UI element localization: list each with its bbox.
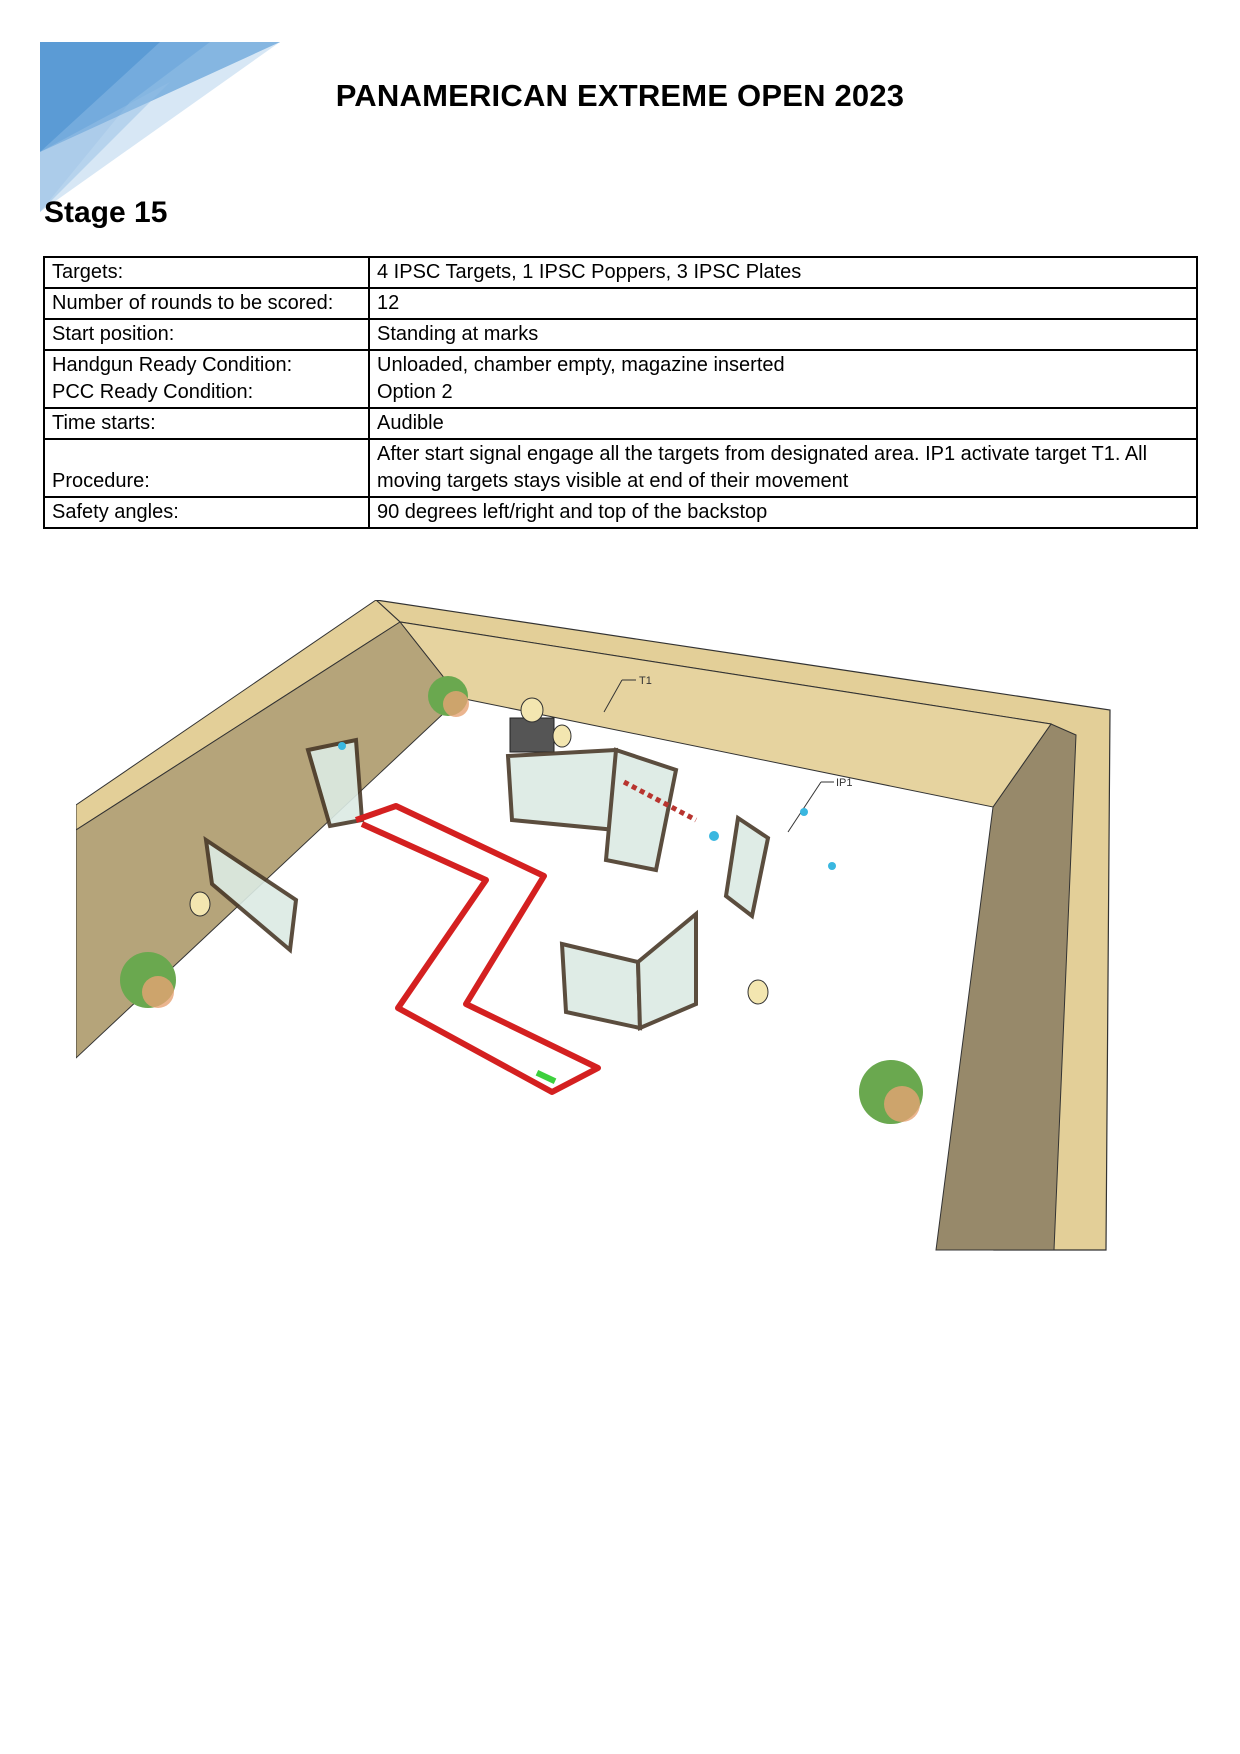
- stage-diagram: [76, 600, 1116, 1260]
- row-value: 4 IPSC Targets, 1 IPSC Poppers, 3 IPSC Plates: [369, 257, 1197, 288]
- row-label: Procedure:: [44, 439, 369, 497]
- bush: [859, 1060, 923, 1124]
- procedure-line-2: moving targets stays visible at end of their movement: [377, 470, 849, 492]
- label-t1: T1: [639, 675, 652, 687]
- row-label: Number of rounds to be scored:: [44, 288, 369, 319]
- stage-info-table: [43, 256, 1198, 529]
- row-value: Standing at marks: [369, 319, 1197, 350]
- table-row: [44, 257, 1197, 288]
- label-ip1: IP1: [836, 777, 853, 789]
- table-row: [44, 288, 1197, 319]
- row-label-ready: [44, 350, 369, 408]
- ipsc-target: [190, 892, 210, 916]
- row-label: Targets:: [44, 257, 369, 288]
- pcc-ready-value: Option 2: [377, 381, 453, 403]
- table-row: [44, 350, 1197, 408]
- corner-logo: [40, 42, 280, 212]
- document-title: [0, 78, 1240, 114]
- table-row: [44, 497, 1197, 528]
- row-value: Audible: [369, 408, 1197, 439]
- stage-title: Stage 15: [44, 196, 168, 229]
- handgun-ready-value: Unloaded, chamber empty, magazine inserted: [377, 354, 785, 376]
- plate: [800, 808, 808, 816]
- ipsc-target: [748, 980, 768, 1004]
- row-value-ready: [369, 350, 1197, 408]
- popper: [338, 742, 346, 750]
- plate: [828, 862, 836, 870]
- pcc-ready-label: PCC Ready Condition:: [52, 381, 254, 403]
- ipsc-target: [553, 725, 571, 747]
- procedure-line-1: After start signal engage all the targets from designated area. IP1 activate target T1. All: [377, 443, 1148, 465]
- row-label: Safety angles:: [44, 497, 369, 528]
- bush: [120, 952, 176, 1008]
- handgun-ready-label: Handgun Ready Condition:: [52, 354, 293, 376]
- table-row: [44, 408, 1197, 439]
- plate: [709, 831, 719, 841]
- table-row: [44, 439, 1197, 497]
- document-title-text: PANAMERICAN EXTREME OPEN 2023: [335, 78, 905, 113]
- row-value: 90 degrees left/right and top of the backstop: [369, 497, 1197, 528]
- row-value: 12: [369, 288, 1197, 319]
- row-label: Start position:: [44, 319, 369, 350]
- row-label: Time starts:: [44, 408, 369, 439]
- table-row: [44, 319, 1197, 350]
- row-value-procedure: [369, 439, 1197, 497]
